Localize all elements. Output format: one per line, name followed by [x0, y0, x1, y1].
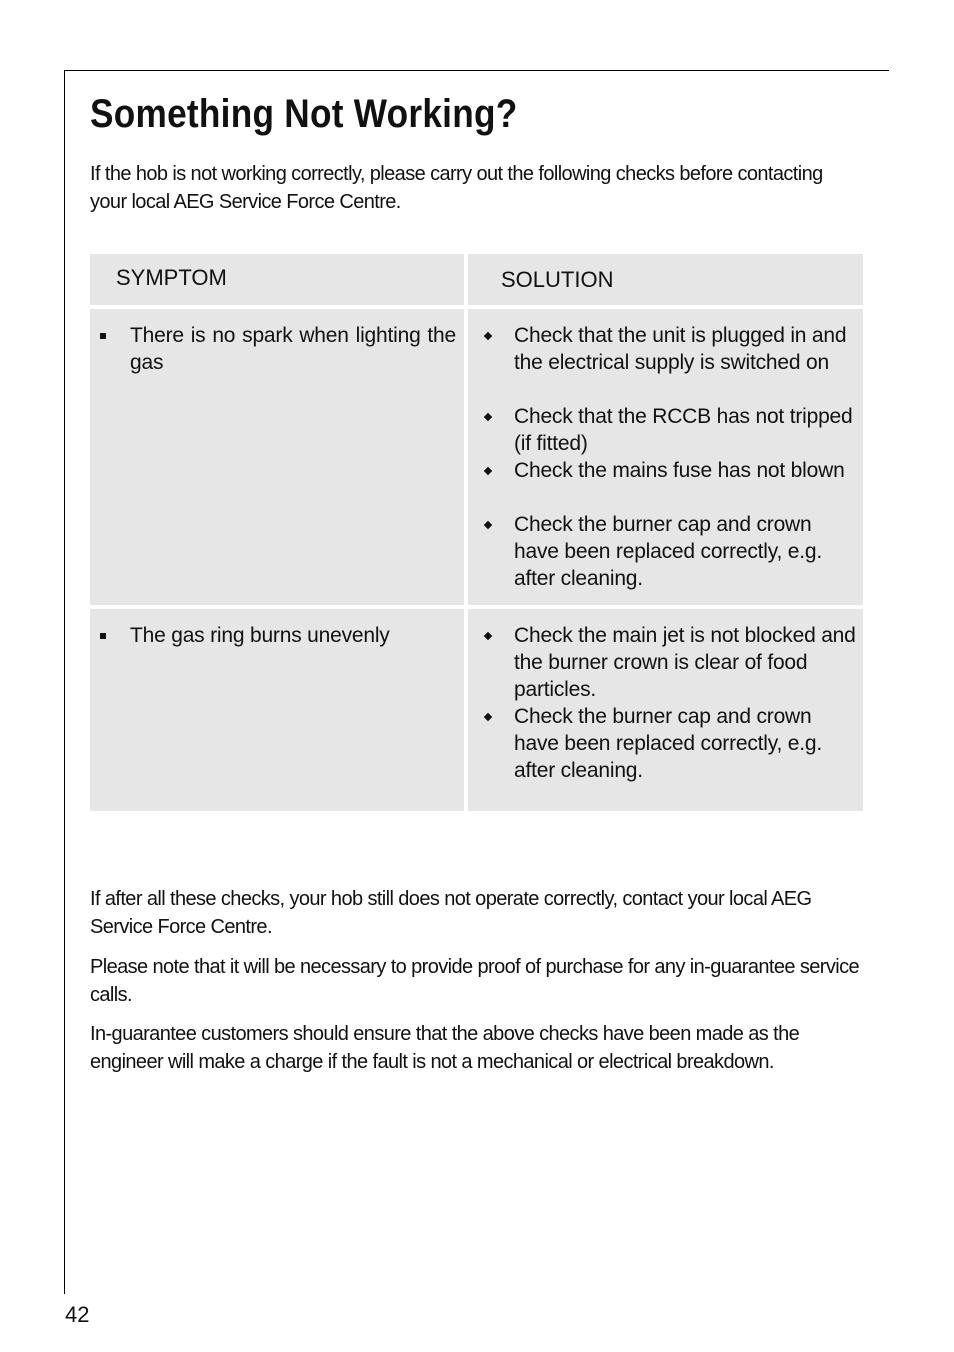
symptom-cell [90, 309, 464, 605]
diamond-bullet-icon [484, 332, 492, 340]
symptom-item [90, 622, 464, 649]
intro-paragraph: If the hob is not working correctly, please carry out the following checks before contacting your local AEG Service Force Centre. [90, 163, 823, 213]
diamond-bullet-icon [484, 713, 492, 721]
note-paragraph: If after all these checks, your hob still does not operate correctly, contact your local AEG Service Force Centre. [90, 888, 812, 938]
solution-item [468, 322, 863, 376]
solution-text: Check the mains fuse has not blown [514, 459, 845, 482]
square-bullet-icon [100, 633, 106, 639]
square-bullet-icon [100, 333, 106, 339]
solution-header [468, 254, 863, 305]
troubleshooting-table [90, 254, 863, 811]
solution-text: Check that the RCCB has not tripped (if fitted) [514, 405, 853, 455]
solution-text: Check the burner cap and crown have been replaced correctly, e.g. after cleaning. [514, 513, 822, 590]
symptom-item [90, 322, 464, 376]
solution-text: Check the main jet is not blocked and the burner crown is clear of food particles. [514, 624, 856, 701]
solution-item [468, 403, 863, 457]
solution-item [468, 703, 863, 784]
solution-text: Check that the unit is plugged in and the electrical supply is switched on [514, 324, 847, 374]
table-row [90, 609, 863, 811]
diamond-bullet-icon [484, 632, 492, 640]
solution-item [468, 457, 863, 484]
solution-text: Check the burner cap and crown have been replaced correctly, e.g. after cleaning. [514, 705, 822, 782]
symptom-text: There is no spark when lighting the gas [130, 324, 456, 374]
diamond-bullet-icon [484, 467, 492, 475]
symptom-text: The gas ring burns unevenly [130, 624, 390, 647]
solution-item [468, 622, 863, 703]
page-number: 42 [65, 1302, 90, 1327]
solution-cell [468, 609, 863, 811]
solution-item [468, 511, 863, 592]
note-paragraph: In-guarantee customers should ensure that the above checks have been made as the engineer will make a charge if the fault is not a mechanical or electrical breakdown. [90, 1023, 800, 1073]
symptom-header [90, 254, 464, 305]
diamond-bullet-icon [484, 413, 492, 421]
note-paragraph: Please note that it will be necessary to provide proof of purchase for any in-guarantee service calls. [90, 956, 860, 1006]
page-title: Something Not Working? [90, 92, 518, 136]
solution-header-label: SOLUTION [501, 266, 614, 292]
symptom-header-label: SYMPTOM [116, 264, 227, 290]
left-rule [64, 70, 65, 1294]
top-rule [65, 70, 889, 71]
symptom-cell [90, 609, 464, 811]
table-row [90, 309, 863, 605]
solution-cell [468, 309, 863, 605]
diamond-bullet-icon [484, 521, 492, 529]
table-header-row [90, 254, 863, 305]
